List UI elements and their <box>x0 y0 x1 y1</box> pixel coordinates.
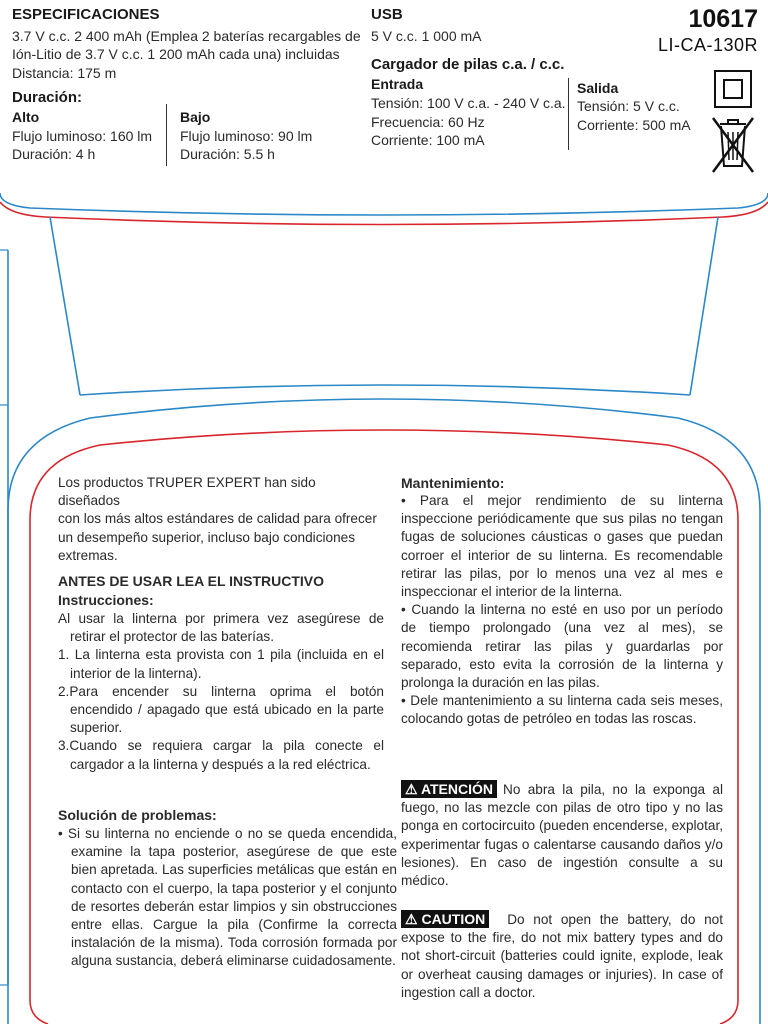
troubleshooting-title: Solución de problemas: <box>58 807 217 823</box>
model-code: LI-CA-130R <box>657 35 758 55</box>
duration-divider <box>166 104 167 166</box>
specs-line2: Ión-Litio de 3.7 V c.c. 1 200 mAh cada una) incluidas <box>12 46 340 62</box>
maintenance-item: • Cuando la linterna no esté en uso por un período de tiempo prolongado (una vez al mes), se recomienda retirar las pilas y guardarlas por separado, esto evita la corrosión de la linterna y prolonga la duración en las pilas. <box>401 602 723 691</box>
intro-line: un desempeño superior, incluso bajo condiciones <box>58 529 355 545</box>
instruction-item: 3.Cuando se requiera cargar la pila conecte el cargador a la linterna y después a la red eléctrica. <box>58 738 384 772</box>
warning-en-text: Do not open the battery, do not expose to the fire, do not mix battery types and do not short-circuit (batteries could ignite, explode, leak or overheat causing damages or injuries). In case of ingestion call a doctor. <box>401 912 723 1000</box>
maintenance-item: • Para el mejor rendimiento de su linterna inspeccione periódicamente que sus pilas no tengan fugas de soluciones cáusticas o gases que puedan corroer el interior de su linterna. Es recomendable retirar las pilas, por lo menos una vez al mes e inspeccionar el interior de la linterna. <box>401 493 723 600</box>
charger-title: Cargador de pilas c.a. / c.c. <box>371 56 565 73</box>
warning-triangle-icon: ⚠ <box>405 911 418 927</box>
maintenance-item: • Dele mantenimiento a su linterna cada seis meses, colocando gotas de petróleo en todas las roscas. <box>401 693 723 727</box>
specs-line1: 3.7 V c.c. 2 400 mAh (Emplea 2 baterías recargables de <box>12 28 361 44</box>
instruction-item: Al usar la linterna por primera vez asegúrese de retirar el protector de las baterías. <box>58 611 384 645</box>
warning-en-badge <box>401 910 489 928</box>
warning-es-badge <box>401 780 497 798</box>
charger-input-label: Entrada <box>371 76 424 92</box>
instructions-title: Instrucciones: <box>58 592 154 608</box>
warning-en-badge-label: CAUTION <box>421 911 486 927</box>
intro-text <box>58 474 380 565</box>
high-mode-label: Alto <box>12 109 40 125</box>
charger-divider <box>568 78 569 150</box>
usb-value: 5 V c.c. 1 000 mA <box>371 28 482 44</box>
specs-distance: Distancia: 175 m <box>12 65 117 81</box>
duration-title: Duración: <box>12 89 83 106</box>
warning-triangle-icon: ⚠ <box>405 781 418 797</box>
charger-input-frequency: Frecuencia: 60 Hz <box>371 114 485 130</box>
troubleshooting-text: • Si su linterna no enciende o no se queda encendida, examine la tapa posterior, asegúrese de que este bien apretada. Las superficies metálicas que están en contacto con el cuerpo, la tapa posterior y el conjunto de resortes deberán estar limpios y sin obstrucciones entre ellas. Cargue la pila (Confirme la correcta instalación de la misma). Toda corrosión formada por alguna sustancia, deberá eliminarse cuidadosamente. <box>58 826 397 969</box>
maintenance-title: Mantenimiento: <box>401 475 505 491</box>
charger-output-voltage: Tensión: 5 V c.c. <box>577 98 680 114</box>
warning-es-badge-label: ATENCIÓN <box>420 781 494 797</box>
warning-en <box>401 910 723 1002</box>
warning-es-text: No abra la pila, no la exponga al fuego, no las mezcle con pilas de otro tipo y no las ponga en cortocircuito (pueden encenderse, explotar, experimentar fugas o calentarse causando daños y/o lesiones). En caso de ingestión consulte a su médico. <box>401 782 723 889</box>
instruction-item: 2.Para encender su linterna oprima el botón encendido / apagado que está ubicado en la parte superior. <box>58 683 384 736</box>
crossed-out-bin-icon <box>710 114 756 176</box>
low-mode-flux: Flujo luminoso: 90 lm <box>180 128 313 144</box>
high-mode-flux: Flujo luminoso: 160 lm <box>12 128 153 144</box>
low-mode-duration: Duración: 5.5 h <box>180 146 275 162</box>
maintenance-list <box>401 492 723 729</box>
high-mode-duration: Duración: 4 h <box>12 146 96 162</box>
charger-input-current: Corriente: 100 mA <box>371 132 485 148</box>
intro-line: extremas. <box>58 547 118 563</box>
instruction-item: 1. La linterna esta provista con 1 pila (incluida en el interior de la linterna). <box>58 647 384 681</box>
model-number: 10617 <box>688 5 758 33</box>
double-insulation-icon <box>714 70 752 108</box>
intro-line: con los más altos estándares de calidad para ofrecer <box>58 511 377 527</box>
usb-title: USB <box>371 6 403 23</box>
charger-output-current: Corriente: 500 mA <box>577 117 691 133</box>
intro-line: Los productos TRUPER EXPERT han sido diseñados <box>58 475 316 509</box>
instructions-list <box>58 610 384 774</box>
warning-es <box>401 780 723 890</box>
low-mode-label: Bajo <box>180 109 211 125</box>
instructions-heading: ANTES DE USAR LEA EL INSTRUCTIVO <box>58 573 325 589</box>
charger-input-voltage: Tensión: 100 V c.a. - 240 V c.a. <box>371 95 566 111</box>
charger-output-label: Salida <box>577 80 619 96</box>
specs-title: ESPECIFICACIONES <box>12 6 160 23</box>
